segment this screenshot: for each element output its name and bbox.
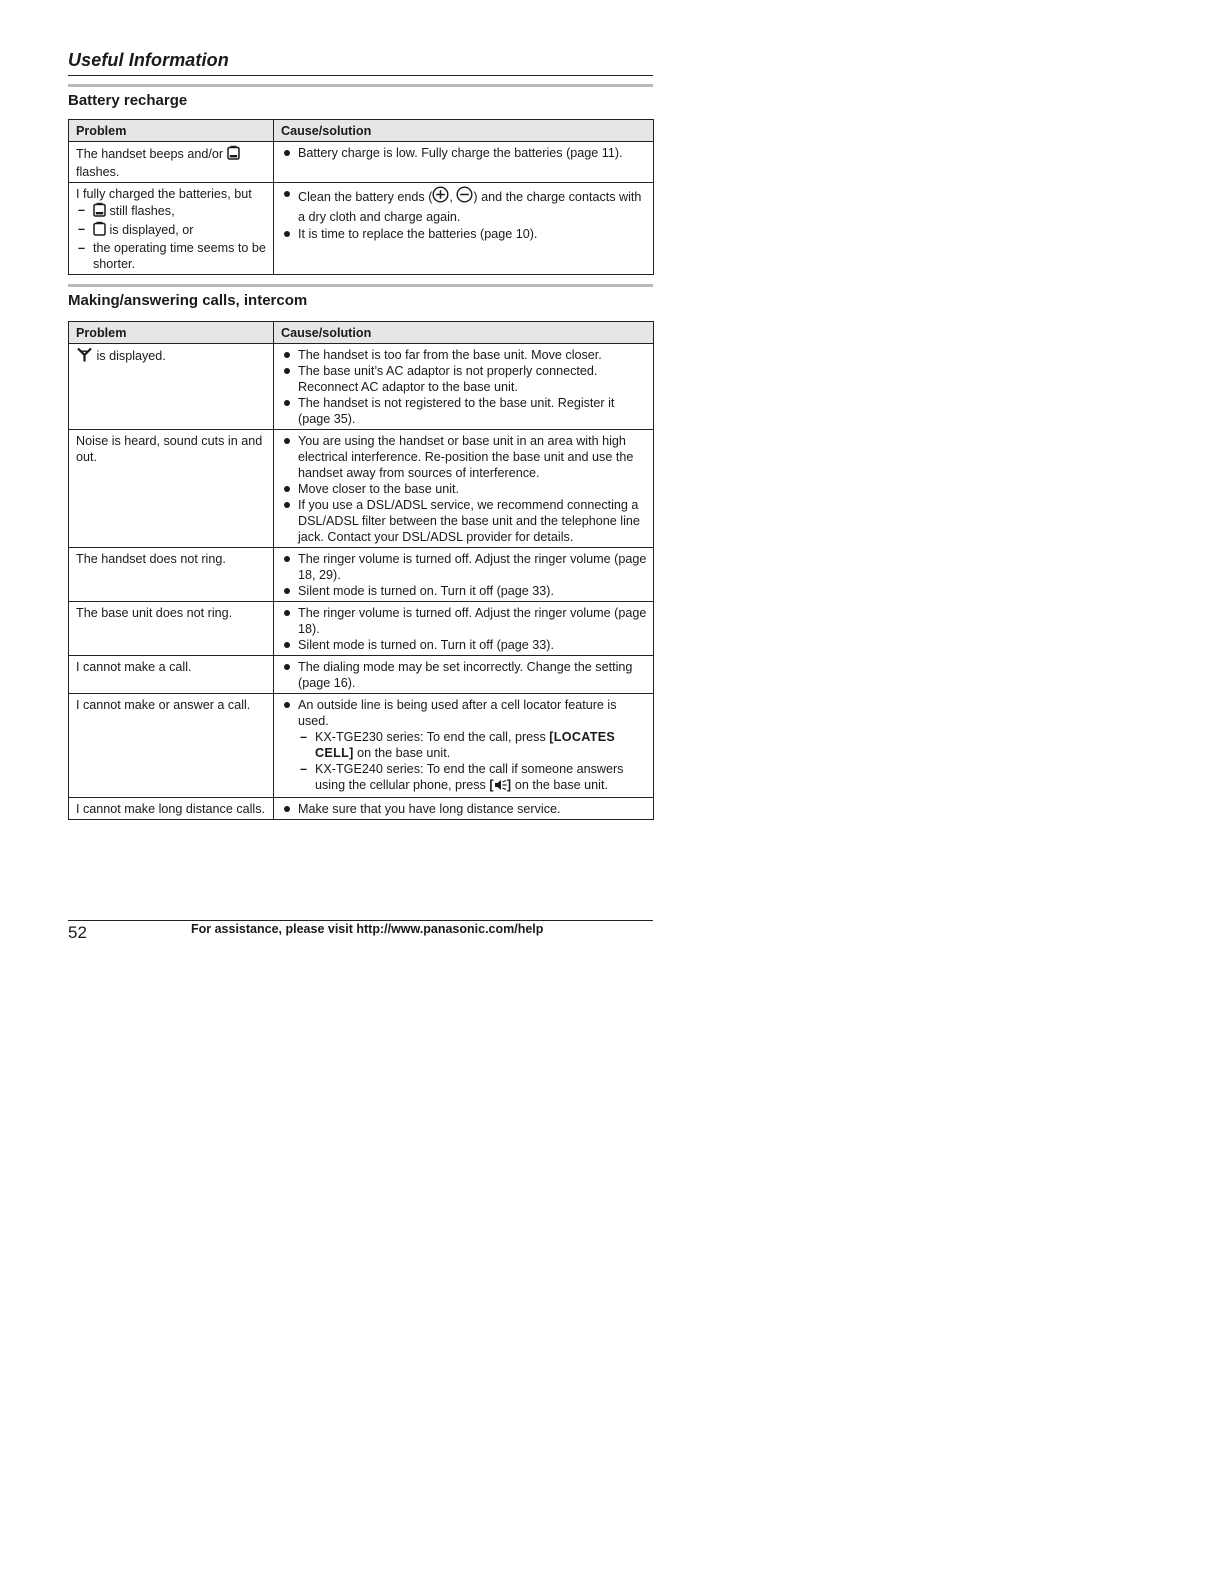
cause-subitem-text: on the base unit. [357, 746, 451, 760]
cause-cell [274, 798, 654, 820]
section-title: Making/answering calls, intercom [68, 292, 308, 309]
cause-cell [274, 694, 654, 798]
section-rule [68, 84, 653, 87]
battery-low-icon [227, 145, 240, 164]
battery-low-icon [93, 202, 106, 221]
cause-subitem-text: on the base unit. [514, 778, 608, 792]
page-header-title: Useful Information [68, 50, 229, 70]
cause-item [281, 186, 647, 226]
table-row [69, 344, 654, 430]
problem-subitem [76, 221, 267, 240]
table-row [69, 694, 654, 798]
cause-cell [274, 602, 654, 656]
column-header-cause: Cause/solution [274, 120, 654, 142]
section-title: Battery recharge [68, 92, 188, 109]
problem-cell: The handset does not ring. [69, 548, 274, 602]
table-row [69, 656, 654, 694]
cause-cell [274, 142, 654, 183]
calls-table [68, 321, 654, 820]
minus-circle-icon [456, 186, 473, 208]
cause-item: The handset is too far from the base unit. Move closer. [281, 347, 647, 363]
problem-cell: Noise is heard, sound cuts in and out. [69, 430, 274, 548]
key-bracket: [ [489, 778, 494, 792]
problem-cell: I cannot make or answer a call. [69, 694, 274, 798]
key-bracket: ] [506, 778, 512, 792]
section-rule [68, 284, 653, 287]
locates-cell-key: [LOCATES CELL] [315, 730, 616, 760]
table-row [69, 548, 654, 602]
cause-item: You are using the handset or base unit in an area with high electrical interference. Re-position the base unit and use the handset away from sources of interference. [281, 433, 647, 481]
table-row [69, 798, 654, 820]
cause-text: An outside line is being used after a cell locator feature is used. [298, 698, 617, 728]
table-header-row [69, 120, 654, 142]
cause-text: Clean the battery ends ( [298, 190, 433, 204]
cause-cell [274, 656, 654, 694]
problem-subitem-text: is displayed, or [109, 223, 194, 237]
problem-text: is displayed. [96, 349, 166, 363]
battery-section [68, 84, 654, 275]
page-header [68, 48, 653, 72]
problem-cell: I cannot make long distance calls. [69, 798, 274, 820]
problem-text: I fully charged the batteries, but [76, 187, 252, 201]
cause-item: It is time to replace the batteries (page 10). [281, 226, 647, 242]
problem-cell: I cannot make a call. [69, 656, 274, 694]
plus-circle-icon [432, 186, 449, 208]
cause-item [281, 697, 647, 795]
cause-item: Make sure that you have long distance service. [281, 801, 647, 817]
cause-subitem-text: KX-TGE240 series: To end the call if someone answers using the cellular phone, press [315, 762, 624, 792]
column-header-problem: Problem [69, 322, 274, 344]
cause-text: ) and the charge contacts with a dry cloth and charge again. [298, 190, 642, 224]
header-rule [68, 75, 653, 76]
table-row [69, 183, 654, 275]
calls-section [68, 284, 654, 820]
column-header-problem: Problem [69, 120, 274, 142]
footer-rule [68, 920, 653, 921]
battery-empty-icon [93, 221, 106, 240]
page-number: 52 [68, 923, 87, 942]
problem-text: flashes. [76, 165, 120, 179]
footer-help-text: For assistance, please visit http://www.panasonic.com/help [191, 922, 544, 936]
speaker-icon [494, 779, 507, 795]
cause-item: The handset is not registered to the base unit. Register it (page 35). [281, 395, 647, 427]
table-header-row [69, 322, 654, 344]
cause-cell [274, 430, 654, 548]
problem-cell: The base unit does not ring. [69, 602, 274, 656]
cause-cell [274, 548, 654, 602]
cause-cell [274, 344, 654, 430]
speaker-key [489, 778, 511, 792]
cause-item: Silent mode is turned on. Turn it off (page 33). [281, 583, 647, 599]
cause-subitem-text: KX-TGE230 series: To end the call, press [315, 730, 546, 744]
cause-text: , [449, 190, 453, 204]
cause-item: Battery charge is low. Fully charge the batteries (page 11). [281, 145, 647, 161]
no-signal-antenna-icon [76, 347, 93, 366]
cause-item: Silent mode is turned on. Turn it off (page 33). [281, 637, 647, 653]
cause-subitem [298, 729, 647, 761]
cause-item: The ringer volume is turned off. Adjust the ringer volume (page 18). [281, 605, 647, 637]
table-row [69, 142, 654, 183]
column-header-cause: Cause/solution [274, 322, 654, 344]
problem-subitem: – the operating time seems to be shorter. [76, 240, 267, 272]
problem-cell [69, 344, 274, 430]
cause-item: The dialing mode may be set incorrectly. Change the setting (page 16). [281, 659, 647, 691]
problem-cell [69, 142, 274, 183]
cause-item: If you use a DSL/ADSL service, we recommend connecting a DSL/ADSL filter between the base unit and the telephone line jack. Contact your DSL/ADSL provider for details. [281, 497, 647, 545]
cause-subitem [298, 761, 647, 795]
cause-cell [274, 183, 654, 275]
cause-item: Move closer to the base unit. [281, 481, 647, 497]
cause-item: The ringer volume is turned off. Adjust the ringer volume (page 18, 29). [281, 551, 647, 583]
cause-item: The base unit’s AC adaptor is not properly connected. Reconnect AC adaptor to the base unit. [281, 363, 647, 395]
page-footer [68, 920, 653, 942]
table-row [69, 602, 654, 656]
battery-table [68, 119, 654, 275]
problem-subitem-text: still flashes, [109, 204, 175, 218]
problem-text: The handset beeps and/or [76, 147, 224, 161]
table-row [69, 430, 654, 548]
problem-subitem [76, 202, 267, 221]
problem-cell [69, 183, 274, 275]
